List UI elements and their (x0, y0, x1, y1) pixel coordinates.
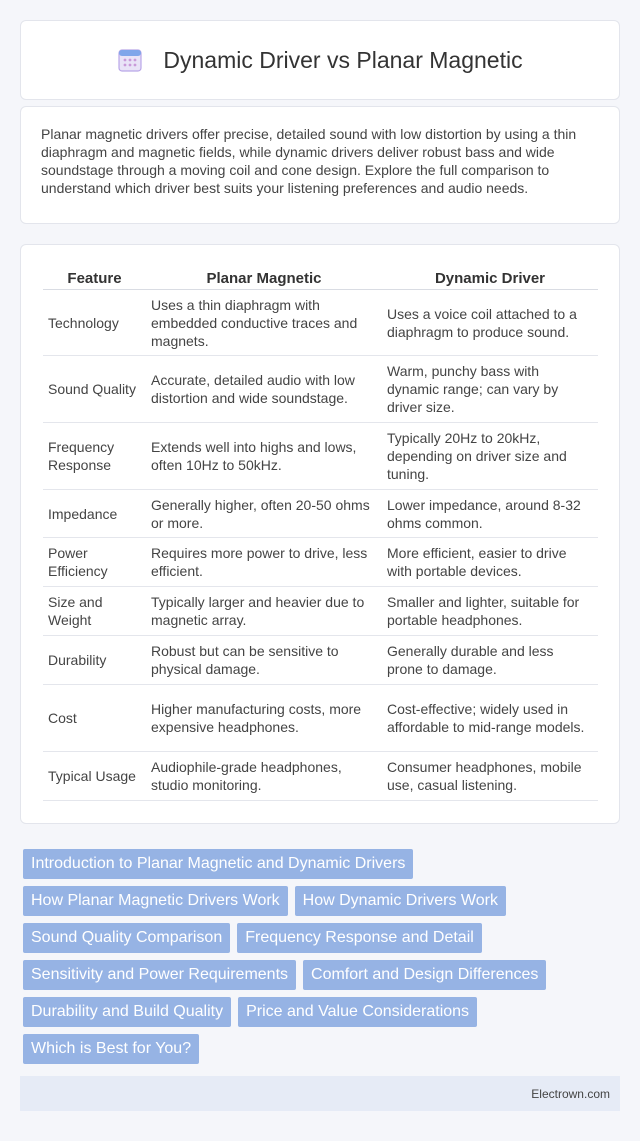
header-planar: Planar Magnetic (146, 267, 382, 290)
tag-which-best[interactable]: Which is Best for You? (23, 1034, 199, 1064)
dynamic-cell: Lower impedance, around 8-32 ohms common. (382, 490, 598, 538)
planar-cell: Uses a thin diaphragm with embedded conductive traces and magnets. (146, 290, 382, 356)
footer-text[interactable]: Electrown.com (531, 1086, 610, 1101)
table-row (43, 423, 598, 490)
table-row (43, 356, 598, 423)
footer (20, 1076, 620, 1111)
tag-durability[interactable]: Durability and Build Quality (23, 997, 231, 1027)
calendar-icon (117, 47, 143, 73)
tag-how-dynamic-works[interactable]: How Dynamic Drivers Work (295, 886, 506, 916)
feature-cell: Typical Usage (43, 752, 146, 801)
comparison-table (43, 267, 598, 801)
tag-how-planar-works[interactable]: How Planar Magnetic Drivers Work (23, 886, 288, 916)
feature-cell: Size and Weight (43, 587, 146, 636)
feature-cell: Durability (43, 636, 146, 685)
feature-cell: Cost (43, 685, 146, 752)
tag-row (23, 997, 623, 1027)
tag-sound-quality[interactable]: Sound Quality Comparison (23, 923, 230, 953)
planar-cell: Audiophile-grade headphones, studio monitoring. (146, 752, 382, 801)
feature-cell: Technology (43, 290, 146, 356)
comparison-table-card (20, 244, 620, 824)
dynamic-cell: Consumer headphones, mobile use, casual listening. (382, 752, 598, 801)
planar-cell: Higher manufacturing costs, more expensive headphones. (146, 685, 382, 752)
topic-tags (23, 849, 623, 1071)
feature-cell: Impedance (43, 490, 146, 538)
feature-cell: Sound Quality (43, 356, 146, 423)
tag-row (23, 1034, 623, 1064)
dynamic-cell: Uses a voice coil attached to a diaphragm to produce sound. (382, 290, 598, 356)
table-row (43, 538, 598, 587)
dynamic-cell: Generally durable and less prone to damage. (382, 636, 598, 685)
tag-row (23, 960, 623, 990)
planar-cell: Robust but can be sensitive to physical damage. (146, 636, 382, 685)
planar-cell: Extends well into highs and lows, often 10Hz to 50kHz. (146, 423, 382, 490)
planar-cell: Generally higher, often 20-50 ohms or more. (146, 490, 382, 538)
table-row (43, 587, 598, 636)
title-card (20, 20, 620, 100)
tag-introduction[interactable]: Introduction to Planar Magnetic and Dynamic Drivers (23, 849, 413, 879)
dynamic-cell: More efficient, easier to drive with portable devices. (382, 538, 598, 587)
table-row (43, 490, 598, 538)
tag-row (23, 849, 623, 879)
tag-row (23, 886, 623, 916)
page-title: Dynamic Driver vs Planar Magnetic (163, 46, 523, 73)
table-header-row (43, 267, 598, 290)
table-row (43, 636, 598, 685)
planar-cell: Requires more power to drive, less efficient. (146, 538, 382, 587)
planar-cell: Accurate, detailed audio with low distortion and wide soundstage. (146, 356, 382, 423)
dynamic-cell: Typically 20Hz to 20kHz, depending on driver size and tuning. (382, 423, 598, 490)
header-feature: Feature (43, 267, 146, 290)
dynamic-cell: Smaller and lighter, suitable for portable headphones. (382, 587, 598, 636)
table-row (43, 685, 598, 752)
intro-text: Planar magnetic drivers offer precise, detailed sound with low distortion by using a thin diaphragm and magnetic fields, while dynamic drivers deliver robust bass and wide soundstage through a moving coil and cone design. Explore the full comparison to understand which driver best suits your listening preferences and audio needs. (41, 126, 577, 196)
tag-frequency-response[interactable]: Frequency Response and Detail (237, 923, 482, 953)
table-row (43, 752, 598, 801)
tag-row (23, 923, 623, 953)
dynamic-cell: Warm, punchy bass with dynamic range; can vary by driver size. (382, 356, 598, 423)
feature-cell: Frequency Response (43, 423, 146, 490)
dynamic-cell: Cost-effective; widely used in affordable to mid-range models. (382, 685, 598, 752)
header-dynamic: Dynamic Driver (382, 267, 598, 290)
feature-cell: Power Efficiency (43, 538, 146, 587)
intro-card (20, 106, 620, 224)
planar-cell: Typically larger and heavier due to magnetic array. (146, 587, 382, 636)
table-row (43, 290, 598, 356)
tag-sensitivity-power[interactable]: Sensitivity and Power Requirements (23, 960, 296, 990)
tag-comfort-design[interactable]: Comfort and Design Differences (303, 960, 546, 990)
tag-price-value[interactable]: Price and Value Considerations (238, 997, 477, 1027)
